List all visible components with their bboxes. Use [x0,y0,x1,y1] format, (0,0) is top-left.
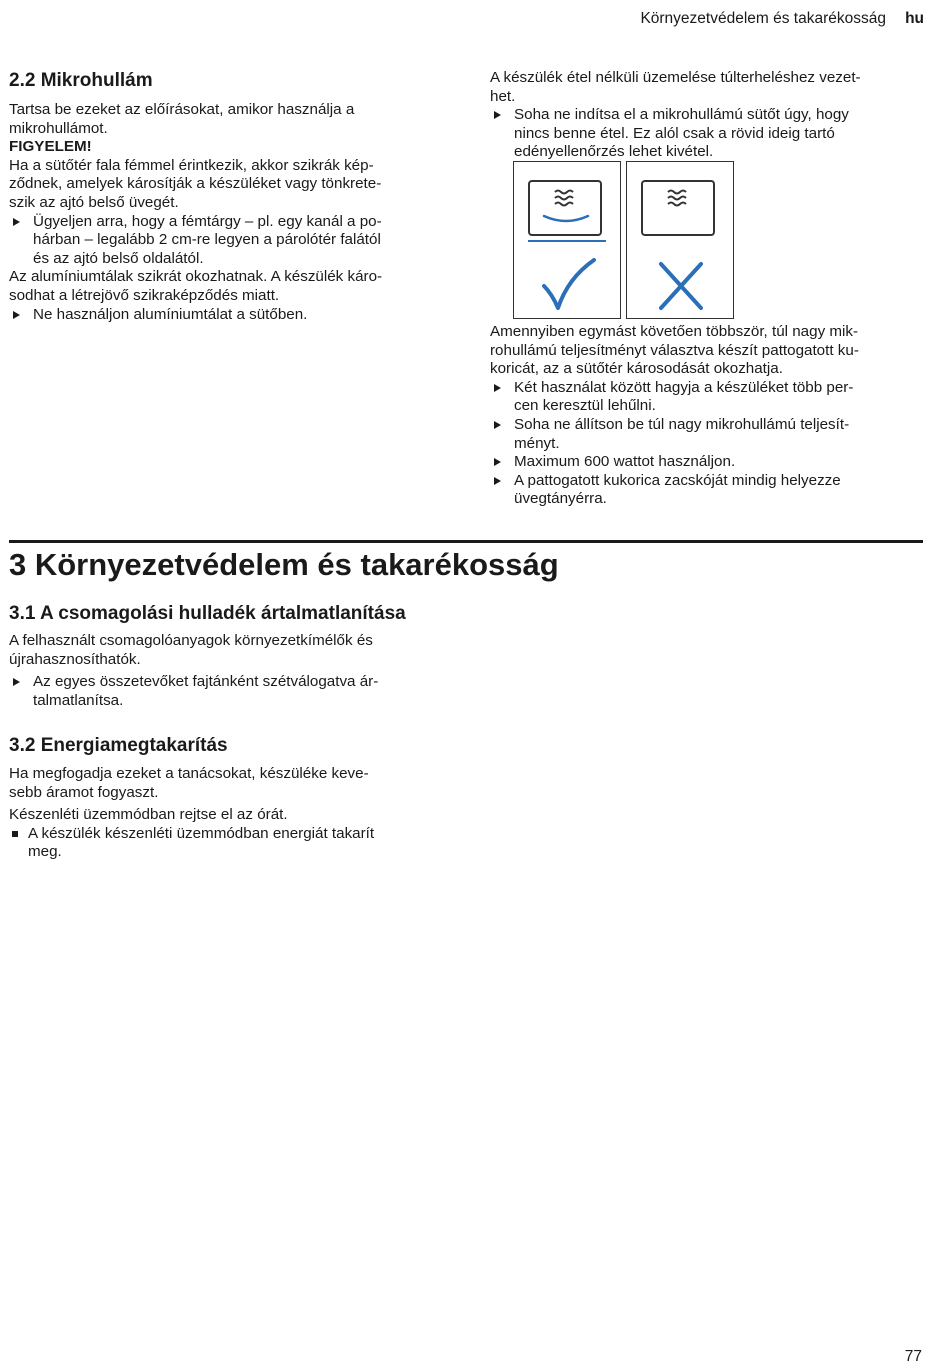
text-line: szik az ajtó belső üvegét. [9,193,179,211]
text-line: A készülék készenléti üzemmódban energiát takarít [28,824,375,842]
right-column-lower [490,323,922,509]
text-line: A készülék étel nélküli üzemelése túlterheléshez vezet- [490,69,861,86]
text-line: és az ajtó belső oldalától. [33,249,204,267]
text-line: koricát, az a sütőtér károsodását okozhatja. [490,360,783,378]
warning-label: FIGYELEM! [9,138,92,156]
text-line: sebb áramot fogyaszt. [9,783,159,801]
text-line: Az alumíniumtálak szikrát okozhatnak. A készülék káro- [9,268,383,286]
text-line: meg. [28,843,62,861]
text-line: Ügyeljen arra, hogy a fémtárgy – pl. egy kanál a po- [33,212,382,230]
section-3-1 [9,602,441,710]
text-line: het. [490,87,516,105]
text-line: nincs benne étel. Ez alól csak a rövid ideig tartó [514,124,835,142]
text-line: A felhasznált csomagolóanyagok környezetkímélők és [9,632,373,649]
text-line: mikrohullámot. [9,119,108,137]
waves-icon [530,182,600,234]
correct-panel [513,161,621,319]
section-heading: 3.2 Energiamegtakarítás [9,735,228,756]
instruction-bullet [9,673,441,710]
right-column-upper [490,69,922,162]
text-line: ződnek, amelyek károsítják a készüléket vagy tönkrete- [9,175,382,193]
chapter-rule [9,540,923,543]
chapter-title: 3 Környezetvédelem és takarékosság [9,547,559,582]
text-line: cen keresztül lehűlni. [514,397,656,415]
page-number: 77 [904,1348,922,1365]
text-line: Soha ne állítson be túl nagy mikrohullámú teljesít- [514,415,850,433]
section-heading: 2.2 Mikrohullám [9,70,153,91]
text-line: sodhat a létrejövő szikraképződés miatt. [9,286,280,304]
section-2-2 [9,69,441,324]
checkmark-icon [538,258,598,314]
section-3-2 [9,734,441,862]
text-line: Ha a sütőtér fala fémmel érintkezik, akkor szikrák kép- [9,156,374,174]
cross-icon [651,258,711,314]
instruction-bullet [490,106,922,162]
waves-icon [643,182,713,234]
text-line: Tartsa be ezeket az előírásokat, amikor használja a [9,101,355,118]
text-line: Az egyes összetevőket fajtánként szétválogatva ár- [33,673,379,691]
oven-icon [528,180,602,236]
text-line: Két használat között hagyja a készüléket több per- [514,378,854,396]
food-line [528,240,606,242]
instruction-bullet [490,472,922,509]
instruction-bullet [9,213,441,269]
section-heading: 3.1 A csomagolási hulladék ártalmatlanítása [9,603,406,624]
instruction-bullet [490,453,922,472]
text-line: ményt. [514,434,560,452]
text-line: rohullámú teljesítményt választva készít pattogatott ku- [490,341,859,359]
running-header-title: Környezetvédelem és takarékosság [640,10,886,27]
text-line: A pattogatott kukorica zacskóját mindig helyezze [514,471,841,489]
text-line: hárban – legalább 2 cm-re legyen a párolótér falától [33,231,381,249]
text-line: Ha megfogadja ezeket a tanácsokat, készüléke keve- [9,765,369,782]
instruction-bullet [490,379,922,416]
text-line: Maximum 600 wattot használjon. [514,453,736,471]
wrong-panel [626,161,734,319]
text-line: Soha ne indítsa el a mikrohullámú sütőt úgy, hogy [514,106,849,124]
text-line: Ne használjon alumíniumtálat a sütőben. [33,305,308,323]
text-line: edényellenőrzés lehet kivétel. [514,143,714,161]
instruction-bullet [490,416,922,453]
text-line: üvegtányérra. [514,490,607,508]
oven-icon [641,180,715,236]
language-code: hu [905,10,924,27]
text-line: talmatlanítsa. [33,691,124,709]
text-line: Amennyiben egymást követően többször, túl nagy mik- [490,323,859,340]
text-line: Készenléti üzemmódban rejtse el az órát. [9,806,288,824]
text-line: újrahasznosíthatók. [9,650,141,668]
result-item [9,825,441,862]
instruction-bullet [9,306,441,325]
